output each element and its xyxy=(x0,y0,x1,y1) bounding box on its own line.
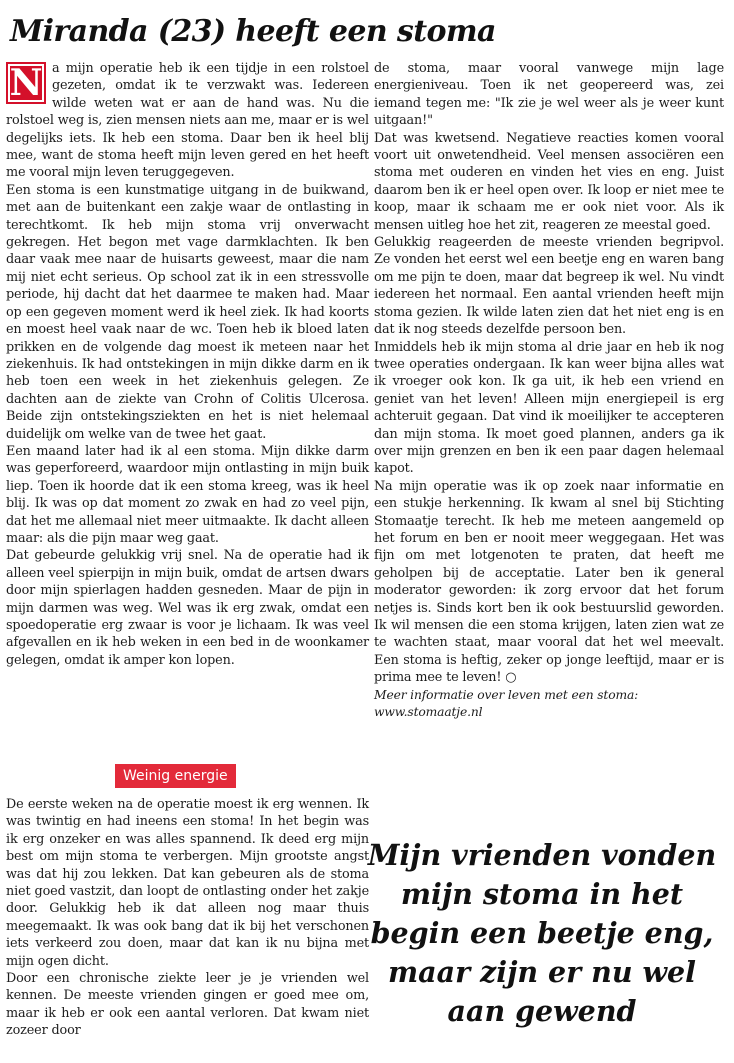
article-column-left xyxy=(6,60,369,669)
subheading-box xyxy=(115,764,236,788)
paragraph: Dat gebeurde gelukkig vrij snel. Na de operatie had ik alleen veel spierpijn in mijn buik, omdat de artsen dwars door mijn spierlagen hadden gesneden. Maar de pijn in mijn darmen was weg. Wel was ik erg zwak, omdat een spoedoperatie erg zwaar is voor je lichaam. Ik was veel afgevallen en ik heb weken in een bed in de woonkamer gelegen, omdat ik amper kon lopen. xyxy=(6,548,369,668)
subheading: Weinig energie xyxy=(115,764,236,788)
paragraph: Een stoma is een kunstmatige uitgang in de buikwand, met aan de buitenkant een zakje waar de ontlasting in terechtkomt. Ik heb mijn stoma vrij onverwacht gekregen. Het begon met vage darmklachten. Ik ben daar vaak mee naar de huisarts geweest, maar die nam mij niet echt serieus. Op school zat ik in een stressvolle periode, hij dacht dat het daarmee te maken had. Maar op een gegeven moment werd ik heel ziek. Ik had koorts en moest heel vaak naar de wc. Toen heb ik bloed laten prikken en de volgende dag moest ik meteen naar het ziekenhuis. Ik had ontstekingen in mijn dikke darm en ik heb toen een week in het ziekenhuis gelegen. Ze dachten aan de ziekte van Crohn of Colitis Ulcerosa. Beide zijn ontstekingsziekten en het is niet helemaal duidelijk om welke van de twee het gaat. xyxy=(6,182,369,442)
drop-cap: N xyxy=(6,62,46,104)
paragraph: De eerste weken na de operatie moest ik erg wennen. Ik was twintig en had ineens een stoma! In het begin was ik erg onzeker en was alles spannend. Ik deed erg mijn best om mijn stoma te verbergen. Mijn grootste angst was dat hij zou lekken. Dat kan gebeuren als de stoma niet goed vastzit, dan loopt de ontlasting onder het zakje door. Gelukkig heb ik dat alleen nog maar thuis meegemaakt. Ik was ook bang dat ik bij het verschonen iets verkeerd zou doen, maar dat kan ik nu bijna met mijn ogen dicht. xyxy=(6,797,369,969)
article-column-left-bottom xyxy=(6,796,369,1040)
end-mark-icon: ○ xyxy=(505,670,517,686)
paragraph: Door een chronische ziekte leer je je vrienden wel kennen. De meeste vrienden gingen er goed mee om, maar ik heb er ook een aantal verloren. Dat kwam niet zozeer door xyxy=(6,971,369,1039)
paragraph: Een maand later had ik al een stoma. Mijn dikke darm was geperforeerd, waardoor mijn ontlasting in mijn buik liep. Toen ik hoorde dat ik een stoma kreeg, was ik heel blij. Ik was op dat moment zo zwak en had zo veel pijn, dat het me allemaal niet meer uitmaakte. Ik dacht alleen maar: als die pijn maar weg gaat. xyxy=(6,443,369,546)
more-info-link[interactable]: Meer informatie over leven met een stoma: www.stomaatje.nl xyxy=(374,687,639,720)
paragraph: Dat was kwetsend. Negatieve reacties komen vooral voort uit onwetendheid. Veel mensen associëren een stoma met ouderen en vinden het vies en eng. Juist daarom ben ik er heel open over. Ik loop er niet mee te koop, maar ik schaam me er ook niet voor. Als ik mensen uitleg hoe het zit, reageren ze meestal goed. xyxy=(374,130,724,233)
paragraph: Inmiddels heb ik mijn stoma al drie jaar en heb ik nog twee operaties ondergaan. Ik kan weer bijna alles wat ik vroeger ook kon. Ik ga uit, ik heb een vriend en geniet van het leven! Alleen mijn energiepeil is erg achteruit gegaan. Dat vind ik moeilijker te accepteren dan mijn stoma. Ik moet goed plannen, anders ga ik over mijn grenzen en ben ik een paar dagen helemaal kapot. xyxy=(374,339,724,477)
paragraph-text: Na mijn operatie was ik op zoek naar informatie en een stukje herkenning. Ik kwam al snel bij Stichting Stomaatje terecht. Ik heb me meteen aangemeld op het forum en ben er nooit meer weggegaan. Het was fijn om met lotgenoten te praten, dat heeft me geholpen bij de acceptatie. Later ben ik general moderator geworden: ik zorg ervoor dat het forum netjes is. Sinds kort ben ik ook bestuurslid geworden. Ik wil mensen die een stoma krijgen, laten zien wat ze te wachten staat, maar vooral dat het wel meevalt. Een stoma is heftig, zeker op jonge leeftijd, maar er is prima mee te leven! xyxy=(374,478,724,686)
paragraph: Gelukkig reageerden de meeste vrienden begripvol. Ze vonden het eerst wel een beetje eng en waren bang om me pijn te doen, maar dat begreep ik wel. Nu vindt iedereen het normaal. Een aantal vrienden heeft mijn stoma gezien. Ik wilde laten zien dat het niet eng is en dat ik nog steeds dezelfde persoon ben. xyxy=(374,235,724,338)
paragraph: de stoma, maar vooral vanwege mijn lage energieniveau. Toen ik net geopereerd was, zei iemand tegen me: "Ik zie je wel weer als je weer kunt uitgaan!" xyxy=(374,61,724,129)
paragraph-final xyxy=(374,478,724,687)
paragraph: a mijn operatie heb ik een tijdje in een rolstoel gezeten, omdat ik te verzwakt was. Iedereen wilde weten wat er aan de hand was. Nu die rolstoel weg is, zien mensen niets aan me, maar er is wel degelijks iets. Ik heb een stoma. Daar ben ik heel blij mee, want de stoma heeft mijn leven gered en het heeft me vooral mijn leven teruggegeven. xyxy=(6,61,369,181)
article-title: Miranda (23) heeft een stoma xyxy=(10,14,496,49)
article-column-right xyxy=(374,60,724,721)
pull-quote: Mijn vrienden vonden mijn stoma in het begin een beetje eng, maar zijn er nu wel aan gewend xyxy=(367,838,717,1028)
